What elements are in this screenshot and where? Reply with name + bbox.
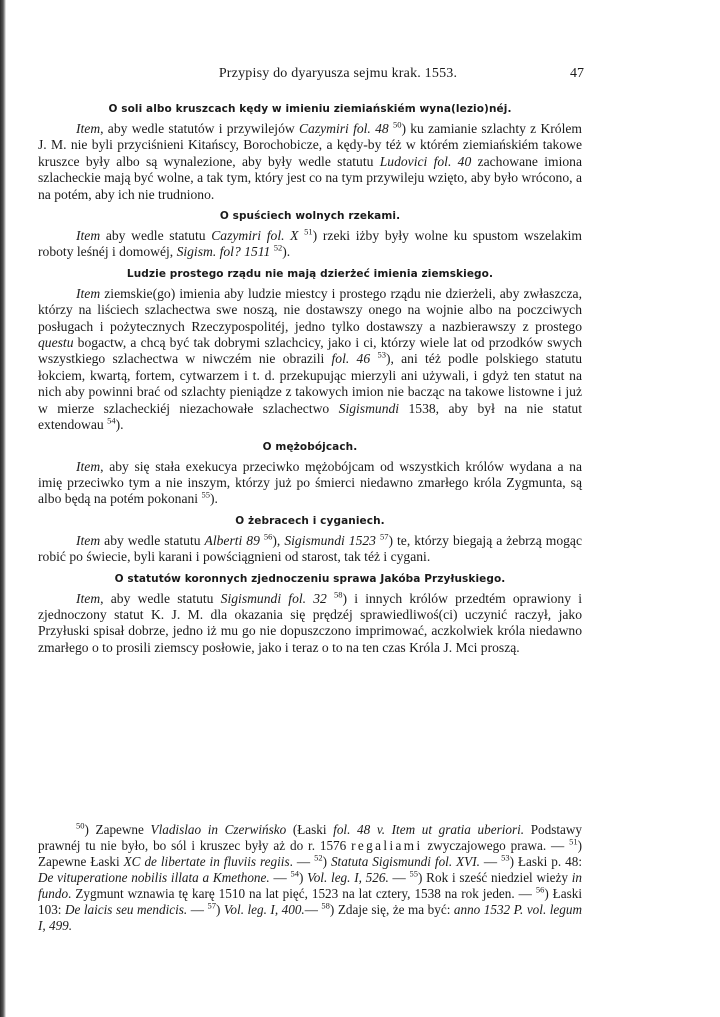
italic-run: Item: [76, 228, 101, 244]
footnote-ref: 57: [379, 531, 389, 542]
text-run: ): [322, 854, 331, 869]
italic-run: anno 1532 P. vol. legum I, 499.: [38, 902, 582, 933]
text-run: ) Zdaje się, że ma być:: [329, 902, 454, 917]
section-paragraph: [38, 286, 582, 434]
italic-run: Cazymiri fol. 48: [298, 121, 389, 136]
footnote-ref: 51: [304, 226, 313, 237]
text-run: ).: [115, 417, 124, 433]
footnote-ref: 56: [263, 531, 273, 542]
text-run: ) Łaski p. 48:: [509, 854, 583, 869]
italic-run: Vol. leg. I, 400.: [223, 902, 305, 917]
italic-run: XC de libertate in fluviis regiis: [123, 854, 290, 869]
running-head: [92, 66, 584, 86]
section-paragraph: [38, 228, 582, 261]
text-run: ).: [282, 244, 291, 260]
footnotes: [38, 822, 582, 934]
text-run: ) Zapewne: [84, 822, 151, 837]
italic-run: Sigismundi: [338, 400, 400, 416]
text-run: ) Rok i sześć niedziel wieży: [418, 870, 572, 885]
footnote-ref: 54: [107, 415, 116, 426]
footnote-block: [38, 822, 582, 934]
main-text: [38, 96, 582, 660]
text-run: —: [388, 870, 410, 885]
text-run: ), ani téż podle polskiego statutu łokciem, kwartą, fortem, cytwarzem i t. d. przekupując mierzyli ani używali, i gdyż ten statut na nich aby powinni brać od szlachty pieniądze z takowych imion nie bacząc na takowe listowne i już w mierze szlacheckiéj niezachowałe szlachectwo: [38, 351, 582, 416]
footnote-ref: 55: [409, 868, 419, 879]
text-run: zachowane imiona szlacheckie mają być wolne, a tak tym, który jest co na tym przywileju wzięto, aby było wrócono, a na potém, aby ich nie trudniono.: [38, 153, 582, 202]
text-run: , aby się stała exekucya przeciwko mężobójcam od wszystkich królów wydana a na imię przeciwko tym a nie inszym, którzy już po śmierci niedawno zmarłego króla Zygmunta, są albo będą na potém pokonani: [38, 458, 582, 507]
text-run: 1538, aby był na nie statut extendowau: [38, 400, 582, 433]
text-run: ) i innych królów przedtém oprawiony i zjednoczony statut K. J. M. dla okazania się prędzéj sprawiedliwoś(ci) uczynić raczył, jako Przyłuski spisał dobrze, jedno iż mu go nie dopuszczono imprimować, aczkolwiek króla niedawno zmarłego o to prosili ziemscy posłowie, jako i teraz o to na ten czas Króla J. Mci proszą.: [38, 590, 582, 655]
italic-run: Item: [76, 458, 101, 474]
italic-run: Item: [76, 285, 101, 301]
footnote-ref: 58: [334, 589, 343, 599]
footnote-ref: 50: [76, 820, 85, 831]
section-heading: Ludzie prostego rządu nie mają dzierżeć imienia ziemskiego.: [126, 267, 494, 280]
text-run: Podstawy prawnéj tu nie było, bo sól i kruszec były aż do r. 1576: [38, 822, 582, 853]
italic-run: fol. 46: [331, 351, 371, 367]
section-heading: O soli albo kruszcach kędy w imieniu ziemiańskiém wyna(lezio)néj.: [108, 103, 512, 115]
italic-run: fol. 48 v. Item ut gratia uberiori.: [333, 822, 525, 837]
text-run: ) rzeki iżby były wolne ku spustom wszelakim roboty leśnéj i domowéj,: [38, 228, 582, 260]
italic-run: Sigismundi fol. 32: [220, 590, 327, 606]
text-run: (Łaski: [286, 822, 334, 837]
running-head-title: Przypisy do dyaryusza sejmu krak. 1553.: [218, 66, 458, 81]
text-run: ),: [272, 532, 285, 548]
text-run: —: [479, 854, 502, 869]
text-run: ) Łaski 103:: [38, 886, 582, 917]
text-run: —: [304, 902, 322, 917]
text-run: ziemskie(go) imienia aby ludzie miestcy i prostego rządu nie dzierżeli, aby zwłaszcza, którzy na liściech szlachectwa swe noszą, nie dostawszy onego na wojnie albo na poczciwych posługach i pożytecznych Rzeczypospolitéj, jedno tylko dostawszy a nazbierawszy z prostego: [38, 285, 582, 334]
footnote-ref: 52: [314, 852, 323, 863]
footnote-ref: 56: [535, 884, 545, 895]
section-paragraph: [38, 121, 582, 203]
text-run: ) te, którzy biegają a żebrzą mogąc robić po świecie, byli karani i powściągnieni od starost, tak téż i cygani.: [38, 532, 582, 565]
text-run: ).: [209, 491, 218, 507]
text-run: ) Zapewne Łaski: [38, 838, 582, 869]
italic-run: Sigism. fol? 1511: [176, 244, 271, 260]
section-heading: O statutów koronnych zjednoczeniu sprawa Jakóba Przyłuskiego.: [114, 572, 506, 585]
italic-run: in fundo: [38, 870, 583, 901]
text-run: , aby wedle statutu: [100, 590, 221, 606]
text-run: aby wedle statutu: [100, 532, 205, 548]
italic-run: Cazymiri fol. X: [211, 228, 299, 244]
text-run: —: [187, 902, 208, 917]
page-number: 47: [570, 66, 584, 81]
section-heading: O spuściech wolnych rzekami.: [219, 210, 401, 223]
text-run: —: [269, 870, 291, 885]
section-paragraph: [38, 591, 582, 657]
text-run: [327, 591, 334, 606]
text-run: , aby wedle statutów i przywilejów: [100, 121, 299, 136]
scan-edge-shadow: [0, 0, 6, 1017]
italic-run: De vituperatione nobilis illata a Kmethone.: [38, 870, 270, 885]
footnote-ref: 55: [201, 489, 210, 500]
italic-run: Item: [76, 121, 101, 136]
footnote-ref: 51: [569, 836, 578, 847]
text-run: ): [298, 870, 308, 885]
text-run: . Zygmunt wznawia tę karę 1510 na lat pięć, 1523 na lat cztery, 1538 na rok jeden. —: [68, 886, 536, 901]
section-paragraph: [38, 533, 582, 566]
spaced-run: regaliami: [351, 838, 423, 853]
footnote-ref: 50: [392, 119, 402, 130]
footnote-ref: 54: [290, 868, 299, 879]
text-run: aby wedle statutu: [100, 228, 212, 244]
footnote-ref: 53: [501, 852, 510, 863]
text-run: ) ku zamianie szlachty z Królem J. M. nie byli przyciśnieni Kitańscy, Borochobicze, a kędy-by téż w którém ziemiańskiém takowe kruszce były albo są wynalezione, aby były wedle statutu: [38, 121, 582, 169]
italic-run: Sigismundi 1523: [284, 532, 376, 548]
footnote-ref: 58: [321, 900, 330, 911]
italic-run: Ludovici fol. 40: [379, 153, 472, 169]
italic-run: De laicis seu mendicis.: [64, 902, 188, 917]
italic-run: Vol. leg. I, 526.: [307, 870, 389, 885]
text-run: bogactw, a chcą być tak dobrymi szlachcicy, jako i ci, którzy wiele lat od przodków swych wszystkiego szlachectwa w niwczém nie obrazili: [38, 335, 582, 367]
section-heading: O mężobójcach.: [262, 440, 358, 453]
footnote-ref: 53: [377, 349, 386, 360]
italic-run: Alberti 89: [204, 532, 260, 548]
footnote-ref: 57: [207, 900, 216, 911]
italic-run: Item: [76, 590, 101, 606]
italic-run: Vladislao in Czerwińsko: [150, 822, 287, 837]
section-heading: O żebracech i cyganiech.: [235, 514, 385, 527]
text-run: . —: [289, 854, 315, 869]
text-run: zwyczajowego prawa. —: [422, 838, 570, 853]
italic-run: Statuta Sigismundi fol. XVI.: [330, 854, 480, 869]
footnote-ref: 52: [273, 242, 283, 253]
italic-run: questu: [38, 335, 74, 351]
section-paragraph: [38, 459, 582, 508]
italic-run: Item: [76, 532, 101, 548]
text-run: ): [215, 902, 224, 917]
